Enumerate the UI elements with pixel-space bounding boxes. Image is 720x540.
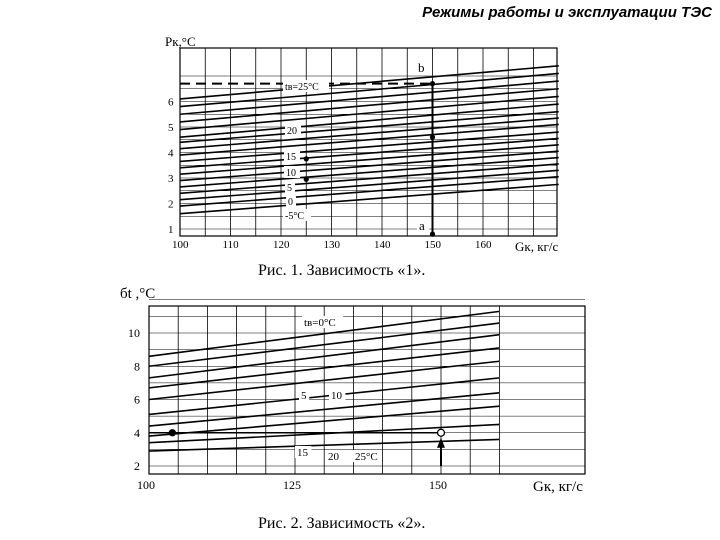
y-tick-label: 10 bbox=[128, 326, 140, 340]
x-tick-label: 130 bbox=[323, 239, 340, 251]
y-axis-label: бt ,°С bbox=[120, 286, 156, 302]
y-tick-label: 4 bbox=[134, 425, 140, 440]
figure-1-caption: Рис. 1. Зависимость «1». bbox=[258, 262, 426, 279]
document-header-title: Режимы работы и эксплуатации ТЭС bbox=[422, 4, 712, 21]
data-marker bbox=[438, 429, 445, 436]
figure-2-caption: Рис. 2. Зависимость «2». bbox=[258, 515, 426, 532]
curve-label: 5 bbox=[301, 390, 307, 402]
y-tick-label: 5 bbox=[168, 122, 174, 134]
x-tick-label: 160 bbox=[475, 239, 492, 251]
curve-label: 15 bbox=[297, 447, 308, 459]
x-tick-label: 140 bbox=[374, 239, 391, 251]
curve-label: 20 bbox=[328, 451, 339, 463]
data-marker bbox=[169, 430, 175, 436]
curve-label: 0 bbox=[288, 197, 293, 208]
y-tick-label: 8 bbox=[134, 359, 140, 374]
point-label-a: a bbox=[419, 218, 425, 233]
y-tick-label: 6 bbox=[168, 96, 174, 109]
curve-label: 10 bbox=[331, 390, 342, 402]
x-tick-label: 100 bbox=[172, 239, 189, 251]
x-tick-label: 110 bbox=[222, 239, 239, 251]
x-axis-label: Gк, кг/с bbox=[515, 239, 559, 254]
curve-label: 15 bbox=[286, 152, 296, 163]
point-label-b: b bbox=[418, 60, 425, 75]
curve-label: 20 bbox=[287, 126, 297, 137]
curve-label: tв=0°С bbox=[304, 317, 336, 329]
y-tick-label: 2 bbox=[134, 459, 140, 473]
x-tick-label: 100 bbox=[137, 478, 155, 492]
y-tick-label: 3 bbox=[168, 173, 174, 185]
curve-label: -5°С bbox=[285, 211, 304, 222]
y-axis-label: Рк,°С bbox=[165, 34, 196, 49]
y-tick-label: 2 bbox=[168, 198, 174, 211]
curve-label: 25°С bbox=[355, 451, 378, 463]
curve-label: 10 bbox=[286, 168, 296, 179]
curve-label: 5 bbox=[287, 183, 292, 194]
x-tick-label: 150 bbox=[429, 478, 447, 492]
y-tick-label: 1 bbox=[168, 224, 174, 236]
x-axis-label: Gк, кг/с bbox=[533, 479, 583, 495]
x-tick-label: 150 bbox=[424, 239, 441, 251]
x-tick-label: 120 bbox=[273, 239, 290, 251]
arrow-head bbox=[437, 438, 445, 448]
y-tick-label: 4 bbox=[168, 147, 174, 160]
x-tick-label: 125 bbox=[283, 478, 301, 492]
y-tick-label: 6 bbox=[134, 392, 140, 407]
curve-label: tв=25°С bbox=[285, 82, 319, 93]
